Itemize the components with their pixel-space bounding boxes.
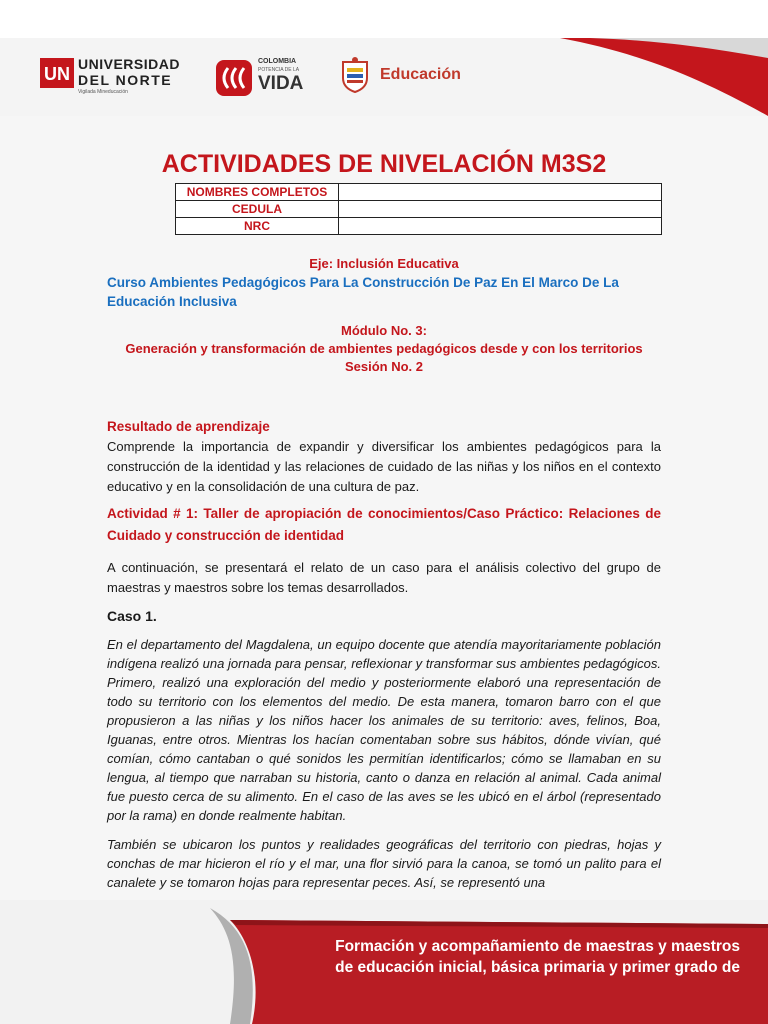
nombres-label: NOMBRES COMPLETOS: [176, 184, 339, 201]
colombia-waves-icon: [214, 58, 254, 98]
actividad-heading: Actividad # 1: Taller de apropiación de conocimientos/Caso Práctico: Relaciones de Cuidado y construcción de identidad: [107, 506, 661, 543]
uni-tagline: Vigilada Mineducación: [78, 89, 128, 95]
caso-paragraph-1: En el departamento del Magdalena, un equipo docente que atendía mayoritariamente población indígena realizó una jornada para pensar, reflexionar y transformar sus ambientes pedagógicos. Primero, realizó una exploración del medio y posteriormente elaboró una representación de todo su territorio con los elementos del medio. De esta manera, tomaron barro con el que propusieron a las niñas y los niños hacer los animales de su territorio: aves, felinos, Boa, Iguanas, entre otros. Mientras los hacían comentaban sobre sus hábitos, dónde vivían, qué comían, cómo cantaban o qué sonidos les permitían identificarlos; cómo se llamaban en su lengua, al tiempo que narraban su historia, canto o danza en relación al animal. Cada animal fue puesto cerca de su alimento. En el caso de las aves se les ubicó en el árbol (representado por la rama) en donde realmente habitan.: [107, 637, 661, 823]
gov-line3: VIDA: [258, 73, 304, 94]
footer-tagline: [240, 936, 740, 978]
resultado-heading: Resultado de aprendizaje: [107, 419, 270, 434]
eje-heading: Eje: Inclusión Educativa: [309, 256, 459, 271]
caso-paragraph-2: También se ubicaron los puntos y realidades geográficas del territorio con piedras, hojas y conchas de mar hicieron el río y el mar, una flor sirvió para la canoa, se tomó un palito para el canalete y se tomaron hojas para representar peces. Así, se representó una: [107, 837, 661, 890]
uni-name-line1: UNIVERSIDAD: [78, 56, 180, 72]
page-top-margin: [0, 0, 768, 38]
intro-paragraph: A continuación, se presentará el relato de un caso para el análisis colectivo del grupo de maestras y maestros sobre los temas desarrollados.: [107, 560, 661, 595]
table-row: [176, 218, 662, 235]
nrc-label: NRC: [176, 218, 339, 235]
gov-line1: COLOMBIA: [258, 58, 297, 65]
table-row: [176, 201, 662, 218]
caso-heading: Caso 1.: [107, 608, 157, 624]
svg-text:UN: UN: [44, 64, 70, 84]
modulo-number: Módulo No. 3:: [341, 323, 427, 338]
uni-name-line2: DEL NORTE: [78, 72, 173, 88]
footer-line-2: de educación inicial, básica primaria y primer grado de: [335, 959, 740, 976]
student-info-table: [175, 183, 662, 235]
coat-of-arms-icon: [338, 56, 372, 94]
colombia-potencia-logo: [214, 56, 324, 100]
modulo-title: Generación y transformación de ambientes pedagógicos desde y con los territorios: [125, 341, 643, 356]
curso-title: Curso Ambientes Pedagógicos Para La Construcción De Paz En El Marco De La Educación Inclusiva: [107, 275, 619, 309]
nombres-field[interactable]: [339, 184, 662, 201]
universidad-del-norte-logo: [40, 54, 180, 98]
resultado-text: Comprende la importancia de expandir y diversificar los ambientes pedagógicos para la construcción de la identidad y las relaciones de cuidado de las niñas y los niños en el contexto educativo y en la consolidación de una cultura de paz.: [107, 439, 661, 494]
cedula-field[interactable]: [339, 201, 662, 218]
nrc-field[interactable]: [339, 218, 662, 235]
educacion-logo: [338, 56, 468, 96]
un-shield-icon: [40, 58, 74, 88]
table-row: [176, 184, 662, 201]
sesion-number: Sesión No. 2: [344, 359, 424, 374]
document-title: ACTIVIDADES DE NIVELACIÓN M3S2: [161, 150, 607, 178]
edu-label: Educación: [380, 66, 461, 83]
cedula-label: CEDULA: [176, 201, 339, 218]
footer-line-1: Formación y acompañamiento de maestras y maestros: [335, 938, 740, 955]
gov-line2: POTENCIA DE LA: [258, 67, 300, 73]
